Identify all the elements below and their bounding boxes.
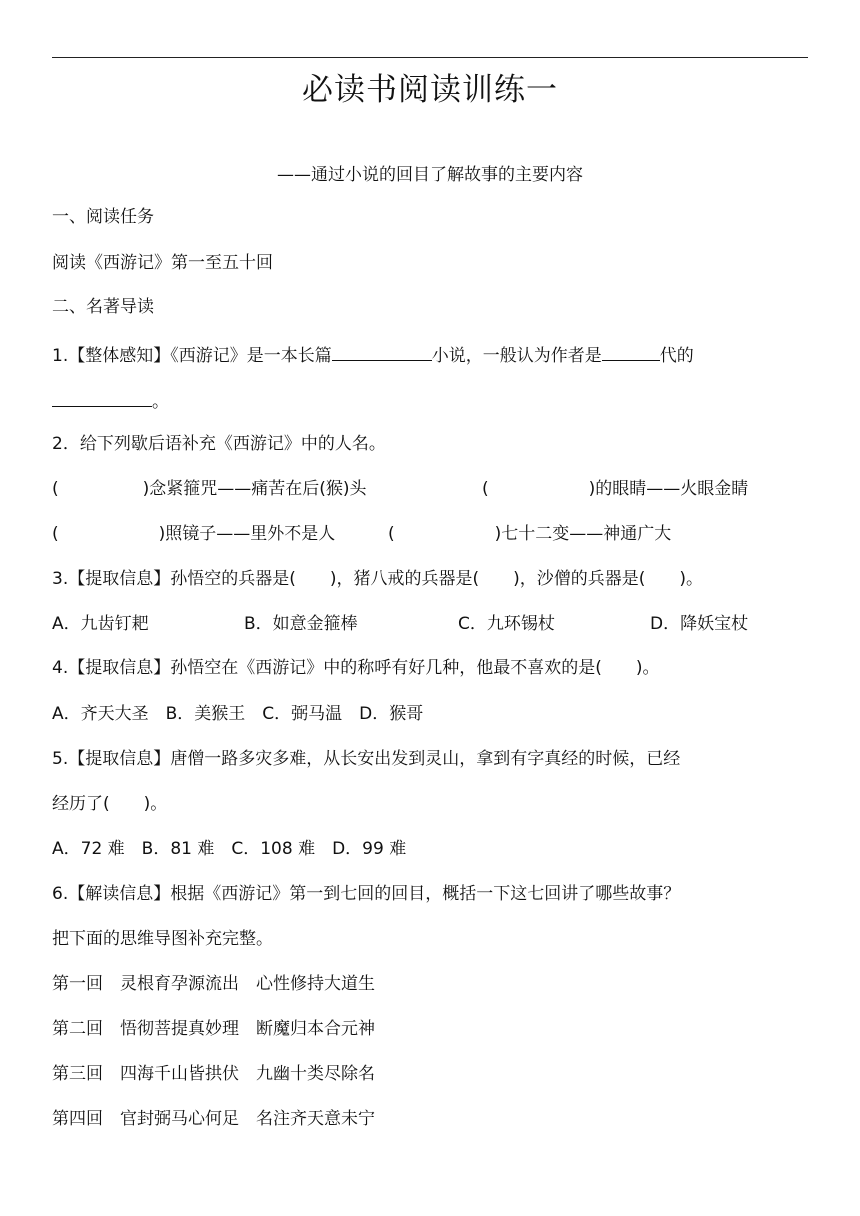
q1-text-a: 1.【整体感知】《西游记》是一本长篇 <box>52 346 332 366</box>
chapter-item: 第二回 悟彻菩提真妙理 断魔归本合元神 <box>52 1019 375 1039</box>
question-2-stem: 2．给下列歇后语补充《西游记》中的人名。 <box>52 434 386 454</box>
q1-text-c: 代的 <box>659 346 694 366</box>
question-6-stem: 6.【解读信息】根据《西游记》第一到七回的回目，概括一下这七回讲了哪些故事？ <box>52 884 681 904</box>
section2-heading: 二、名著导读 <box>52 297 154 317</box>
q2-item-1: ( )念紧箍咒——痛苦在后(猴)头 <box>52 479 367 499</box>
q3-option-a: A．九齿钉耙 <box>52 614 149 634</box>
section1-heading: 一、阅读任务 <box>52 207 154 227</box>
q1-blank-author[interactable] <box>52 388 152 407</box>
question-3-stem: 3.【提取信息】孙悟空的兵器是( )，猪八戒的兵器是( )，沙僧的兵器是( )。 <box>52 569 704 589</box>
question-1-cont <box>52 388 169 413</box>
section1-text: 阅读《西游记》第一至五十回 <box>52 253 273 273</box>
q2-item-4: ( )七十二变——神通广大 <box>388 524 672 544</box>
question-5-stem: 5.【提取信息】唐僧一路多灾多难，从长安出发到灵山，拿到有字真经的时候，已经 <box>52 749 681 769</box>
page-title: 必读书阅读训练一 <box>302 72 558 108</box>
q3-option-c: C．九环锡杖 <box>458 614 555 634</box>
chapter-item: 第三回 四海千山皆拱伏 九幽十类尽除名 <box>52 1064 375 1084</box>
header-rule <box>52 57 808 58</box>
q2-item-2: ( )的眼睛——火眼金睛 <box>482 479 749 499</box>
question-1 <box>52 342 694 367</box>
q3-option-b: B．如意金箍棒 <box>244 614 358 634</box>
q4-options: A．齐天大圣 B．美猴王 C．弼马温 D．猴哥 <box>52 704 424 724</box>
chapter-item: 第四回 官封弼马心何足 名注齐天意未宁 <box>52 1109 375 1129</box>
question-4-stem: 4.【提取信息】孙悟空在《西游记》中的称呼有好几种，他最不喜欢的是( )。 <box>52 658 660 678</box>
q1-text-b: 小说，一般认为作者是 <box>431 346 602 366</box>
question-5-stem-cont: 经历了( )。 <box>52 794 168 814</box>
chapter-item: 第一回 灵根育孕源流出 心性修持大道生 <box>52 974 375 994</box>
q1-text-d: 。 <box>152 392 169 412</box>
q5-options: A．72 难 B．81 难 C．108 难 D．99 难 <box>52 839 407 859</box>
q1-blank-dynasty[interactable] <box>602 342 660 361</box>
page-subtitle: ——通过小说的回目了解故事的主要内容 <box>277 165 583 185</box>
question-6-stem-cont: 把下面的思维导图补充完整。 <box>52 929 273 949</box>
q1-blank-genre[interactable] <box>332 342 432 361</box>
q2-item-3: ( )照镜子——里外不是人 <box>52 524 336 544</box>
q3-option-d: D．降妖宝杖 <box>650 614 749 634</box>
